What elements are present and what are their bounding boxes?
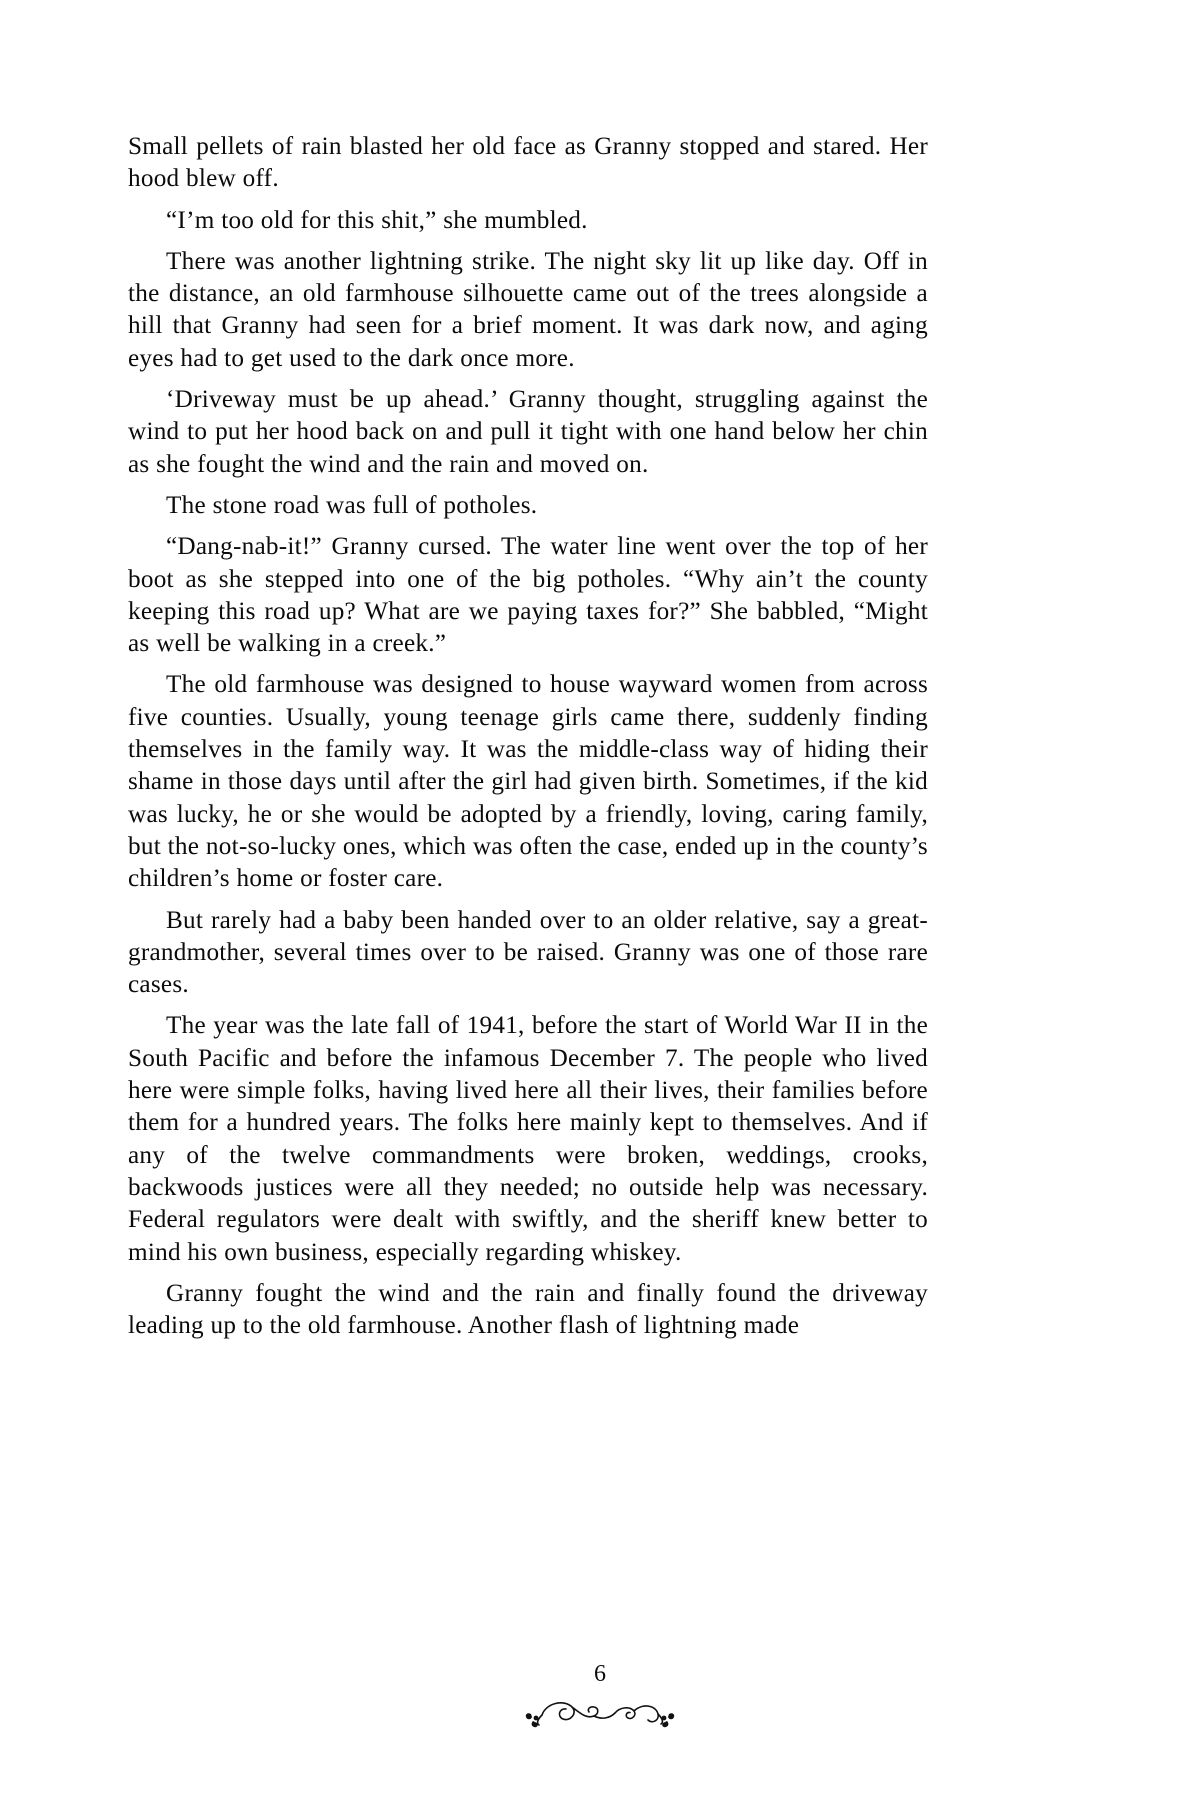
paragraph-spacer bbox=[128, 1269, 928, 1278]
paragraph: The year was the late fall of 1941, before the start of World War II in the South Pacific and before the infamous December 7. The people who lived here were simple folks, having lived here all their lives, their families before them for a hundred years. The folks here mainly kept to themselves. And if any of the twelve commandments were broken, weddings, crooks, backwoods justices were all they needed; no outside help was necessary. Federal regulators were dealt with swiftly, and the sheriff knew better to mind his own business, especially regarding whiskey. bbox=[128, 1012, 928, 1266]
paragraph-spacer bbox=[128, 1001, 928, 1010]
paragraph-spacer bbox=[128, 896, 928, 905]
paragraph: The old farmhouse was designed to house wayward women from across five counties. Usually, young teenage girls came there, suddenly finding themselves in the family way. It was the middle-class way of hiding their shame in those days until after the girl had given birth. Sometimes, if the kid was lucky, he or she would be adopted by a friendly, loving, caring family, but the not-so-lucky ones, which was often the case, ended up in the county’s children’s home or foster care. bbox=[128, 671, 928, 893]
page-footer bbox=[0, 1630, 1200, 1800]
paragraph: Small pellets of rain blasted her old face as Granny stopped and stared. Her hood blew off. bbox=[128, 133, 928, 193]
paragraph: ‘Driveway must be up ahead.’ Granny thought, struggling against the wind to put her hood back on and pull it tight with one hand below her chin as she fought the wind and the rain and moved on. bbox=[128, 386, 928, 478]
paragraph-spacer bbox=[128, 481, 928, 490]
paragraph-spacer bbox=[128, 237, 928, 246]
paragraph-last: Granny fought the wind and the rain and finally found the driveway leading up to the old farmhouse. Another flash of lightning made bbox=[128, 1279, 928, 1340]
paragraph: There was another lightning strike. The night sky lit up like day. Off in the distance, an old farmhouse silhouette came out of the trees alongside a hill that Granny had seen for a brief moment. It was dark now, and aging eyes had to get used to the dark once more. bbox=[128, 247, 928, 372]
paragraph: “Dang-nab-it!” Granny cursed. The water line went over the top of her boot as she stepped into one of the big potholes. “Why ain’t the county keeping this road up? What are we paying taxes for?” She babbled, “Might as well be walking in a creek.” bbox=[128, 533, 928, 658]
paragraph-spacer bbox=[128, 522, 928, 531]
paragraph-spacer bbox=[128, 660, 928, 669]
page-number: 6 bbox=[594, 1661, 606, 1687]
body-text-column bbox=[128, 131, 928, 1342]
paragraph: But rarely had a baby been handed over to an older relative, say a great-grandmother, several times over to be raised. Granny was one of those rare cases. bbox=[128, 906, 928, 999]
paragraph: “I’m too old for this shit,” she mumbled. bbox=[166, 206, 588, 234]
paragraph: The stone road was full of potholes. bbox=[166, 491, 538, 519]
paragraph-spacer bbox=[128, 196, 928, 205]
flourish-ornament bbox=[0, 1688, 1200, 1748]
paragraph-spacer bbox=[128, 375, 928, 384]
